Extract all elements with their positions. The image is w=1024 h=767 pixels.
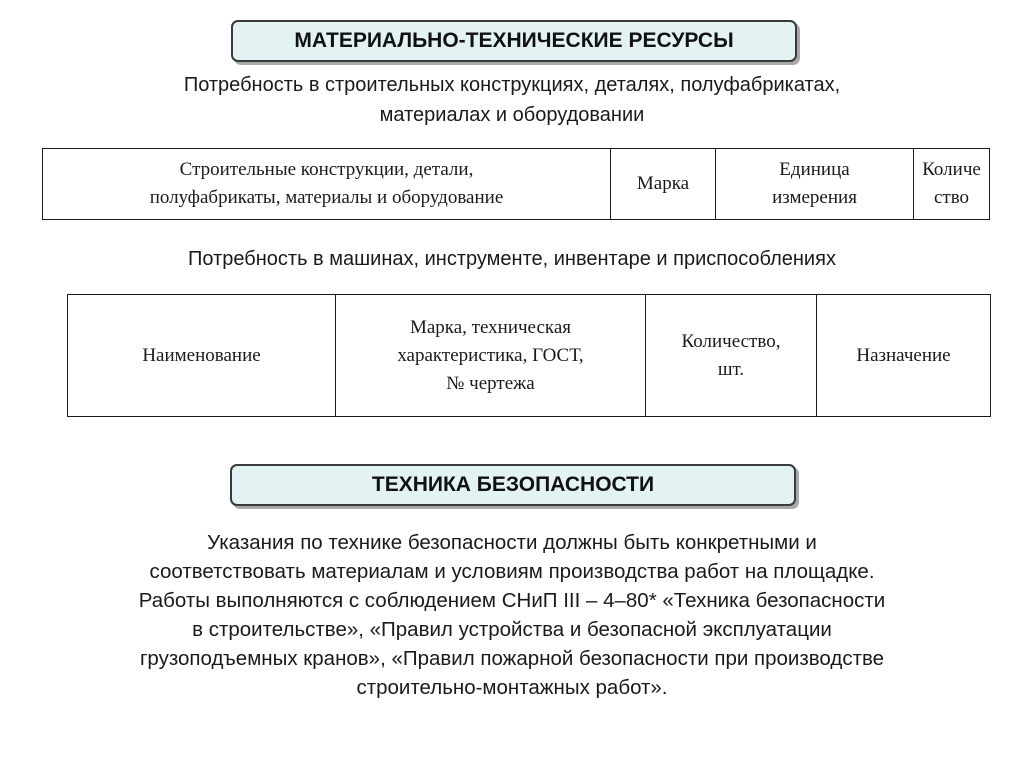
section-title-safety <box>230 464 796 506</box>
header-cell-items: Строительные конструкции, детали, полуфабрикаты, материалы и оборудование <box>43 149 611 220</box>
section-title-resources <box>231 20 797 62</box>
header-cell-unit: Единица измерения <box>716 149 914 220</box>
header-cell-name: Наименование <box>68 295 336 417</box>
heading-machines-need: Потребность в машинах, инструменте, инвентаре и приспособлениях <box>188 248 836 270</box>
paragraph-line: Работы выполняются с соблюдением СНиП III – 4–80* «Техника безопасности <box>138 589 886 612</box>
table-header-row <box>43 149 990 220</box>
machines-table <box>67 294 991 417</box>
heading-materials-need: Потребность в строительных конструкциях, деталях, полуфабрикатах, материалах и оборудовании <box>183 74 841 126</box>
section-title-safety-text: ТЕХНИКА БЕЗОПАСНОСТИ <box>371 473 655 496</box>
paragraph-line: в строительстве», «Правил устройства и безопасной эксплуатации <box>192 618 832 641</box>
header-cell-quantity: Количе ство <box>914 149 990 220</box>
paragraph-line: соответствовать материалам и условиям производства работ на площадке. <box>149 560 875 583</box>
materials-table <box>42 148 990 220</box>
section-title-resources-text: МАТЕРИАЛЬНО-ТЕХНИЧЕСКИЕ РЕСУРСЫ <box>294 29 734 52</box>
header-cell-specification: Марка, техническая характеристика, ГОСТ, № чертежа <box>336 295 646 417</box>
paragraph-line: Указания по технике безопасности должны быть конкретными и <box>207 531 817 554</box>
header-cell-count: Количество, шт. <box>646 295 817 417</box>
paragraph-line: строительно-монтажных работ». <box>356 676 668 699</box>
table-header-row <box>68 295 991 417</box>
safety-paragraph <box>40 528 984 702</box>
header-cell-mark: Марка <box>611 149 716 220</box>
paragraph-line: грузоподъемных кранов», «Правил пожарной безопасности при производстве <box>139 647 885 670</box>
header-cell-purpose: Назначение <box>817 295 991 417</box>
